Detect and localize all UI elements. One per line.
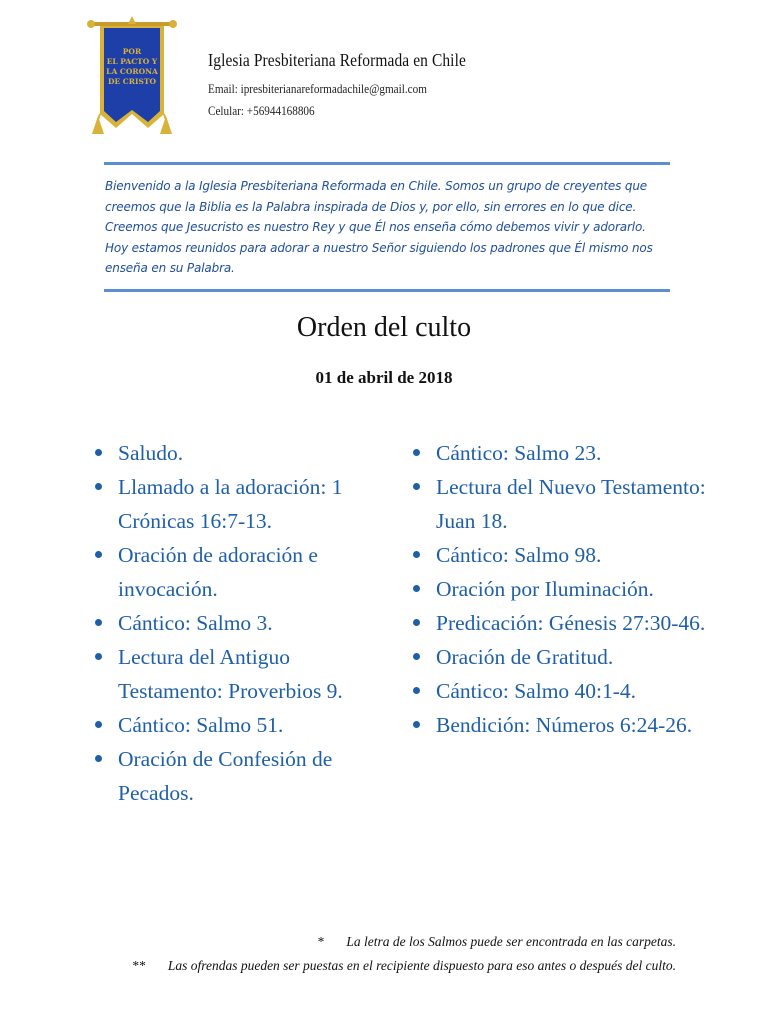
page-title: Orden del culto [296,312,472,343]
banner-line-1: POR [122,47,142,56]
footnote: ** Las ofrendas pueden ser puestas en el recipiente dispuesto para eso antes o después del culto. [132,958,676,973]
footnotes [132,930,676,978]
list-item: Oración por Iluminación. [410,572,710,606]
list-item: Predicación: Génesis 27:30-46. [410,606,710,640]
list-item: Oración de Confesión de Pecados. [92,742,374,810]
service-date: 01 de abril de 2018 [315,368,453,387]
list-item: Cántico: Salmo 40:1-4. [410,674,710,708]
org-name: Iglesia Presbiteriana Reformada en Chile [208,50,466,70]
list-item: Saludo. [92,436,374,470]
bullet-icon [413,653,420,660]
bullet-icon [95,721,102,728]
bullet-icon [413,721,420,728]
list-item: Bendición: Números 6:24-26. [410,708,710,742]
bullet-icon [413,687,420,694]
list-item: Cántico: Salmo 98. [410,538,710,572]
top-divider [104,162,670,165]
header [208,50,508,119]
list-item: Lectura del Nuevo Testamento: Juan 18. [410,470,710,538]
footnote: * La letra de los Salmos puede ser encontrada en las carpetas. [317,934,676,949]
bottom-divider [104,289,670,292]
bullet-icon [95,551,102,558]
bullet-icon [413,449,420,456]
banner-line-4: DE CRISTO [107,77,157,86]
order-list-right [410,436,710,742]
list-item: Llamado a la adoración: 1 Crónicas 16:7-13. [92,470,374,538]
bullet-icon [95,653,102,660]
bullet-icon [95,483,102,490]
bullet-icon [95,619,102,626]
bullet-icon [95,755,102,762]
bullet-icon [413,619,420,626]
email-line: Email: ipresbiterianareformadachile@gmail.com [208,81,427,96]
bullet-icon [413,483,420,490]
list-item: Oración de Gratitud. [410,640,710,674]
bullet-icon [95,449,102,456]
list-item: Oración de adoración e invocación. [92,538,374,606]
list-item: Lectura del Antiguo Testamento: Proverbios 9. [92,640,374,708]
list-item: Cántico: Salmo 3. [92,606,374,640]
bullet-icon [413,551,420,558]
phone-line: Celular: +56944168806 [208,103,315,118]
banner-line-3: LA CORONA [106,67,158,76]
banner-line-2: EL PACTO Y [106,57,158,66]
list-item: Cántico: Salmo 51. [92,708,374,742]
order-list-left [92,436,374,810]
list-item: Cántico: Salmo 23. [410,436,710,470]
welcome-text: Bienvenido a la Iglesia Presbiteriana Reformada en Chile. Somos un grupo de creyentes que creemos que la Biblia es la Palabra inspirada de Dios y, por ello, sin errores en lo que dice. Creemos que Jesucristo es nuestro Rey y que Él nos enseña cómo debemos vivir y adorarlo. Hoy estamos reunidos para adorar a nuestro Señor siguiendo los padrones que Él mismo nos enseña en su Palabra. [105,179,653,276]
church-banner-logo [86,16,178,140]
bullet-icon [413,585,420,592]
